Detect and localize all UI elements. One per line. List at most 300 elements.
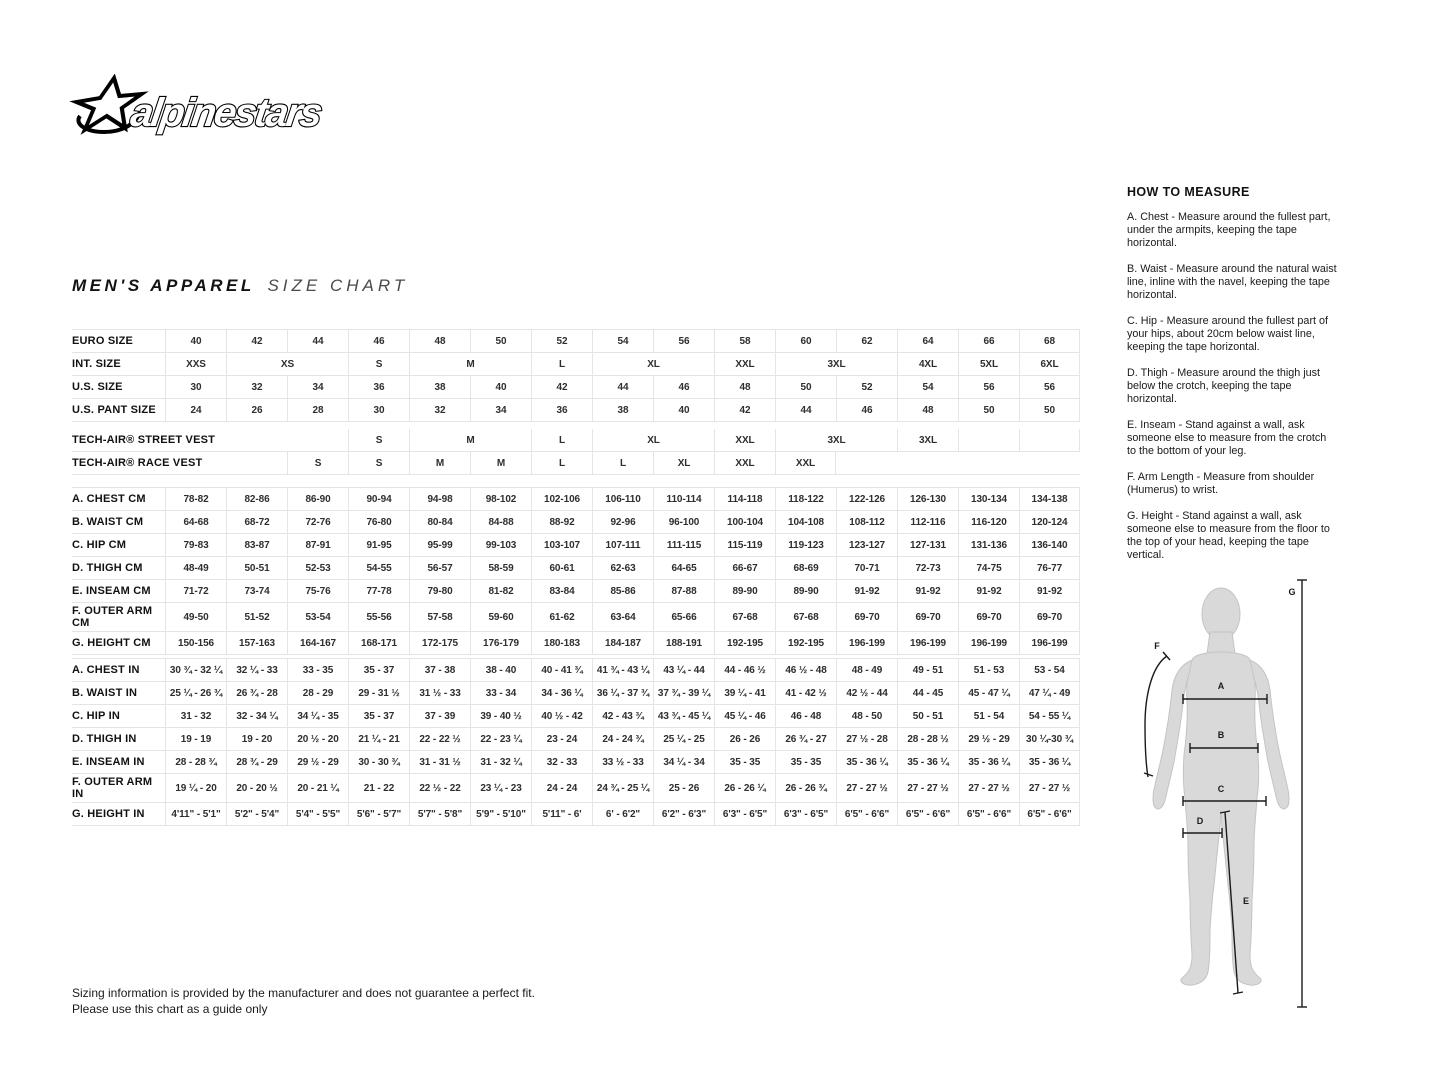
size-cell: 30 — [348, 399, 409, 421]
measurement-cell: 20 - 20 ½ — [226, 774, 287, 802]
size-cell: XXL — [775, 452, 836, 474]
size-cell — [287, 429, 348, 451]
measurement-cell: 25 - 26 — [653, 774, 714, 802]
logo-wordmark: alpinestars — [127, 90, 324, 135]
measurement-cell: 84-88 — [470, 511, 531, 533]
size-cell: 3XL — [775, 429, 897, 451]
measurement-cell: 39 - 40 ½ — [470, 705, 531, 727]
size-cell: XXL — [714, 429, 775, 451]
measurement-cell: 75-76 — [287, 580, 348, 602]
measurement-cell: 61-62 — [531, 603, 592, 631]
measurement-cell: 19 - 20 — [226, 728, 287, 750]
measurement-cell: 28 - 29 — [287, 682, 348, 704]
size-cell — [226, 452, 287, 474]
size-cell: XXL — [714, 353, 775, 375]
measurement-cell: 99-103 — [470, 534, 531, 556]
measurement-cell: 27 - 27 ½ — [1019, 774, 1080, 802]
label-a: A — [1217, 681, 1225, 691]
size-cell: 52 — [836, 376, 897, 398]
size-cell: 46 — [653, 376, 714, 398]
measurement-cell: 91-92 — [958, 580, 1019, 602]
measurement-cell: 114-118 — [714, 488, 775, 510]
measurement-cell: 69-70 — [836, 603, 897, 631]
measurement-cell: 6'5" - 6'6" — [836, 803, 897, 825]
measurement-cell: 5'7" - 5'8" — [409, 803, 470, 825]
measurement-cell: 72-73 — [897, 557, 958, 579]
size-cell: 54 — [897, 376, 958, 398]
measurement-cell: 26 - 26 ¼ — [714, 774, 775, 802]
disclaimer-line-2: Please use this chart as a guide only — [72, 1002, 268, 1016]
table-row — [72, 534, 1080, 557]
measurements-in-table — [72, 658, 1080, 826]
measurement-cell: 157-163 — [226, 632, 287, 654]
measurement-cell: 45 ¼ - 46 — [714, 705, 775, 727]
figure-neck — [1207, 632, 1235, 654]
size-cell: L — [531, 353, 592, 375]
measurement-cell: 31 - 32 — [165, 705, 226, 727]
disclaimer-line-1: Sizing information is provided by the manufacturer and does not guarantee a perfect fit. — [72, 986, 535, 1000]
measurement-cell: 32 ¼ - 33 — [226, 659, 287, 681]
measurement-cell: 103-107 — [531, 534, 592, 556]
measurement-cell: 49-50 — [165, 603, 226, 631]
measurement-cell: 27 - 27 ½ — [958, 774, 1019, 802]
measurement-cell: 26 - 26 ¾ — [775, 774, 836, 802]
row-label: C. HIP CM — [72, 539, 127, 551]
label-c: C — [1217, 784, 1225, 794]
measurement-cell: 5'9" - 5'10" — [470, 803, 531, 825]
measurement-cell: 34 - 36 ¼ — [531, 682, 592, 704]
table-row — [72, 557, 1080, 580]
row-label: EURO SIZE — [72, 335, 134, 347]
size-cell: 28 — [287, 399, 348, 421]
measurement-cell: 26 ¾ - 27 — [775, 728, 836, 750]
measurement-cell: 72-76 — [287, 511, 348, 533]
measurement-cell: 64-65 — [653, 557, 714, 579]
measurement-cell: 83-84 — [531, 580, 592, 602]
measurement-cell: 35 - 36 ¼ — [958, 751, 1019, 773]
row-label: A. CHEST CM — [72, 493, 146, 505]
row-label: D. THIGH IN — [72, 733, 137, 745]
measurement-cell: 31 - 32 ¼ — [470, 751, 531, 773]
measurement-cell: 26 ¾ - 28 — [226, 682, 287, 704]
measurement-cell: 79-83 — [165, 534, 226, 556]
measure-instruction: C. Hip - Measure around the fullest part of your hips, about 20cm below waist line, keeping the tape horizontal. — [1127, 315, 1329, 353]
size-cell: M — [409, 353, 531, 375]
measurement-cell: 31 - 31 ½ — [409, 751, 470, 773]
measurement-cell: 91-92 — [836, 580, 897, 602]
size-cell: 64 — [897, 330, 958, 352]
measurement-cell: 119-123 — [775, 534, 836, 556]
measurement-cell: 42 - 43 ¾ — [592, 705, 653, 727]
size-cell: XL — [653, 452, 714, 474]
row-label: U.S. PANT SIZE — [72, 404, 156, 416]
size-cell: M — [409, 452, 470, 474]
measurement-cell: 19 ¼ - 20 — [165, 774, 226, 802]
size-cell — [165, 452, 226, 474]
measurement-cell: 196-199 — [958, 632, 1019, 654]
table-row — [72, 353, 1080, 376]
size-cell: S — [348, 353, 409, 375]
page-title — [72, 276, 408, 296]
measurement-cell: 28 - 28 ¾ — [165, 751, 226, 773]
measurement-cell: 29 - 31 ½ — [348, 682, 409, 704]
size-cell: 3XL — [775, 353, 897, 375]
measurement-cell: 30 ¼-30 ¾ — [1019, 728, 1080, 750]
measurement-cell: 192-195 — [775, 632, 836, 654]
size-cell: 42 — [531, 376, 592, 398]
measurement-cell: 35 - 35 — [714, 751, 775, 773]
measurement-cell: 134-138 — [1019, 488, 1080, 510]
measurement-cell: 25 ¼ - 26 ¾ — [165, 682, 226, 704]
measurement-cell: 106-110 — [592, 488, 653, 510]
size-cell: XS — [226, 353, 348, 375]
size-cell: 6XL — [1019, 353, 1080, 375]
size-cell: XXL — [714, 452, 775, 474]
measurement-cell: 130-134 — [958, 488, 1019, 510]
measurement-cell: 96-100 — [653, 511, 714, 533]
measurement-cell: 51-52 — [226, 603, 287, 631]
table-row — [72, 488, 1080, 511]
measurement-cell: 31 ½ - 33 — [409, 682, 470, 704]
size-cell: 50 — [775, 376, 836, 398]
measurement-cell: 53 - 54 — [1019, 659, 1080, 681]
size-cell: 40 — [653, 399, 714, 421]
measurement-cell: 41 ¾ - 43 ¼ — [592, 659, 653, 681]
size-cell: M — [470, 452, 531, 474]
measurement-cell: 6'2" - 6'3" — [653, 803, 714, 825]
size-cell: 30 — [165, 376, 226, 398]
measurement-cell: 115-119 — [714, 534, 775, 556]
table-row — [72, 429, 1080, 452]
measurement-cell: 76-77 — [1019, 557, 1080, 579]
measurement-cell: 90-94 — [348, 488, 409, 510]
row-label: TECH-AIR® RACE VEST — [72, 457, 203, 469]
measurement-cell: 118-122 — [775, 488, 836, 510]
measurement-cell: 20 ½ - 20 — [287, 728, 348, 750]
size-cell: XL — [592, 429, 714, 451]
measurement-cell: 81-82 — [470, 580, 531, 602]
size-cell: L — [531, 452, 592, 474]
measurement-cell: 131-136 — [958, 534, 1019, 556]
measurement-cell: 108-112 — [836, 511, 897, 533]
measurement-cell: 196-199 — [897, 632, 958, 654]
size-cell — [1019, 429, 1080, 451]
measurement-cell: 43 ¾ - 45 ¼ — [653, 705, 714, 727]
size-cell: 38 — [409, 376, 470, 398]
measurement-cell: 168-171 — [348, 632, 409, 654]
table-row — [72, 705, 1080, 728]
table-row — [72, 580, 1080, 603]
measurement-cell: 192-195 — [714, 632, 775, 654]
measurement-cell: 78-82 — [165, 488, 226, 510]
measurement-cell: 74-75 — [958, 557, 1019, 579]
size-cell: L — [531, 429, 592, 451]
figure-torso-legs — [1181, 652, 1261, 985]
measurement-cell: 46 ½ - 48 — [775, 659, 836, 681]
measurement-cell: 5'11" - 6' — [531, 803, 592, 825]
how-to-measure-panel — [1127, 185, 1337, 575]
measurement-cell: 4'11" - 5'1" — [165, 803, 226, 825]
size-cell: 44 — [592, 376, 653, 398]
row-label: E. INSEAM IN — [72, 756, 145, 768]
row-label: B. WAIST IN — [72, 687, 138, 699]
tech-air-vest-table — [72, 429, 1080, 475]
measurement-cell: 150-156 — [165, 632, 226, 654]
table-row — [72, 659, 1080, 682]
size-cell: 56 — [958, 376, 1019, 398]
size-cell: S — [348, 452, 409, 474]
measurement-cell: 48-49 — [165, 557, 226, 579]
measurement-cell: 52-53 — [287, 557, 348, 579]
measurement-cell: 50-51 — [226, 557, 287, 579]
measurement-cell: 83-87 — [226, 534, 287, 556]
measurement-cell: 5'2" - 5'4" — [226, 803, 287, 825]
size-cell: 40 — [470, 376, 531, 398]
measurement-cell: 44 - 46 ½ — [714, 659, 775, 681]
size-cell: 56 — [653, 330, 714, 352]
measurement-cell: 21 - 22 — [348, 774, 409, 802]
measurement-cell: 47 ¼ - 49 — [1019, 682, 1080, 704]
measurement-cell: 48 - 49 — [836, 659, 897, 681]
measurement-cell: 69-70 — [958, 603, 1019, 631]
size-cell: S — [287, 452, 348, 474]
measure-instruction: E. Inseam - Stand against a wall, ask someone else to measure from the crotch to the bottom of your leg. — [1127, 419, 1327, 457]
measurement-cell: 180-183 — [531, 632, 592, 654]
measurement-cell: 136-140 — [1019, 534, 1080, 556]
size-cell: 36 — [531, 399, 592, 421]
measurements-cm-table — [72, 487, 1080, 655]
size-cell: 60 — [775, 330, 836, 352]
size-cell — [958, 429, 1019, 451]
measurement-cell: 22 - 23 ¼ — [470, 728, 531, 750]
measurement-cell: 51 - 53 — [958, 659, 1019, 681]
measurement-cell: 87-91 — [287, 534, 348, 556]
measurement-cell: 80-84 — [409, 511, 470, 533]
measurement-cell: 55-56 — [348, 603, 409, 631]
how-to-measure-heading: HOW TO MEASURE — [1127, 185, 1250, 199]
measurement-cell: 69-70 — [897, 603, 958, 631]
size-cell: 50 — [1019, 399, 1080, 421]
measurement-cell: 30 - 30 ¾ — [348, 751, 409, 773]
size-cell: 62 — [836, 330, 897, 352]
size-cell: S — [348, 429, 409, 451]
measurement-cell: 48 - 50 — [836, 705, 897, 727]
measurement-cell: 24 - 24 — [531, 774, 592, 802]
row-label: TECH-AIR® STREET VEST — [72, 434, 216, 446]
measurement-cell: 172-175 — [409, 632, 470, 654]
measure-instruction: G. Height - Stand against a wall, ask someone else to measure from the floor to the top of your head, keeping the tape vertical. — [1127, 510, 1330, 561]
sizes-table — [72, 329, 1080, 422]
row-label: D. THIGH CM — [72, 562, 143, 574]
measurement-cell: 57-58 — [409, 603, 470, 631]
measurement-cell: 188-191 — [653, 632, 714, 654]
measurement-cell: 29 ½ - 29 — [287, 751, 348, 773]
measurement-cell: 76-80 — [348, 511, 409, 533]
measurement-cell: 89-90 — [714, 580, 775, 602]
size-cell: M — [409, 429, 531, 451]
row-label: E. INSEAM CM — [72, 585, 151, 597]
measurement-cell: 77-78 — [348, 580, 409, 602]
label-b: B — [1217, 730, 1225, 740]
measurement-cell: 63-64 — [592, 603, 653, 631]
measurement-cell: 32 - 33 — [531, 751, 592, 773]
table-row — [72, 330, 1080, 353]
measurement-cell: 25 ¼ - 25 — [653, 728, 714, 750]
size-cell: XL — [592, 353, 714, 375]
measurement-cell: 58-59 — [470, 557, 531, 579]
measurement-cell: 98-102 — [470, 488, 531, 510]
measurement-cell: 92-96 — [592, 511, 653, 533]
size-cell: 48 — [714, 376, 775, 398]
measurement-cell: 28 - 28 ½ — [897, 728, 958, 750]
table-row — [72, 452, 1080, 475]
body-diagram — [1130, 570, 1445, 1020]
measurement-cell: 35 - 36 ¼ — [1019, 751, 1080, 773]
measurement-cell: 34 ¼ - 35 — [287, 705, 348, 727]
size-cell: 3XL — [897, 429, 958, 451]
size-cell: L — [592, 452, 653, 474]
measurement-cell: 54-55 — [348, 557, 409, 579]
table-row — [72, 376, 1080, 399]
measurement-cell: 35 - 35 — [775, 751, 836, 773]
measurement-cell: 95-99 — [409, 534, 470, 556]
measurement-cell: 50 - 51 — [897, 705, 958, 727]
measurement-cell: 27 - 27 ½ — [836, 774, 897, 802]
measurement-cell: 28 ¾ - 29 — [226, 751, 287, 773]
page-title-main: MEN'S APPAREL — [72, 276, 255, 295]
size-cell: 24 — [165, 399, 226, 421]
measurement-cell: 33 - 35 — [287, 659, 348, 681]
measurement-cell: 53-54 — [287, 603, 348, 631]
size-cell: 40 — [165, 330, 226, 352]
measurement-cell: 68-69 — [775, 557, 836, 579]
measurement-cell: 64-68 — [165, 511, 226, 533]
measurement-cell: 33 ½ - 33 — [592, 751, 653, 773]
measurement-cell: 51 - 54 — [958, 705, 1019, 727]
measurement-cell: 30 ¾ - 32 ¼ — [165, 659, 226, 681]
measurement-cell: 164-167 — [287, 632, 348, 654]
size-cell: 56 — [1019, 376, 1080, 398]
measurement-cell: 6'5" - 6'6" — [1019, 803, 1080, 825]
measurement-cell: 126-130 — [897, 488, 958, 510]
row-label: F. OUTER ARM CM — [72, 605, 153, 629]
measurement-cell: 35 - 37 — [348, 705, 409, 727]
measurement-cell: 85-86 — [592, 580, 653, 602]
label-g: G — [1288, 587, 1296, 597]
measurement-cell: 62-63 — [592, 557, 653, 579]
measurement-cell: 67-68 — [714, 603, 775, 631]
measurement-cell: 37 - 39 — [409, 705, 470, 727]
measurement-cell: 120-124 — [1019, 511, 1080, 533]
measurement-cell: 26 - 26 — [714, 728, 775, 750]
measure-instruction: B. Waist - Measure around the natural waist line, inline with the navel, keeping the tape horizontal. — [1127, 263, 1337, 301]
size-cell: 66 — [958, 330, 1019, 352]
size-cell: 32 — [226, 376, 287, 398]
measurement-cell: 24 - 24 ¾ — [592, 728, 653, 750]
measurement-cell: 127-131 — [897, 534, 958, 556]
measurement-cell: 6'3" - 6'5" — [714, 803, 775, 825]
measure-instruction: D. Thigh - Measure around the thigh just below the crotch, keeping the tape horizontal. — [1127, 367, 1321, 405]
measurement-cell: 5'4" - 5'5" — [287, 803, 348, 825]
size-cell — [958, 452, 1019, 474]
measurement-cell: 35 - 36 ¼ — [897, 751, 958, 773]
size-cell: 26 — [226, 399, 287, 421]
table-row — [72, 399, 1080, 422]
size-cell: 34 — [287, 376, 348, 398]
row-label: F. OUTER ARM IN — [72, 776, 153, 800]
row-label: A. CHEST IN — [72, 664, 140, 676]
measurement-cell: 123-127 — [836, 534, 897, 556]
measurement-cell: 6' - 6'2" — [592, 803, 653, 825]
measurement-cell: 41 - 42 ½ — [775, 682, 836, 704]
measurement-cell: 196-199 — [836, 632, 897, 654]
size-cell: 38 — [592, 399, 653, 421]
measurement-cell: 70-71 — [836, 557, 897, 579]
size-cell — [165, 429, 226, 451]
measurement-cell: 196-199 — [1019, 632, 1080, 654]
measurement-cell: 22 ½ - 22 — [409, 774, 470, 802]
measurement-cell: 66-67 — [714, 557, 775, 579]
size-cell: 48 — [897, 399, 958, 421]
size-cell: 42 — [714, 399, 775, 421]
measurement-cell: 46 - 48 — [775, 705, 836, 727]
measurement-cell: 68-72 — [226, 511, 287, 533]
measurement-cell: 56-57 — [409, 557, 470, 579]
measurement-cell: 94-98 — [409, 488, 470, 510]
row-label: U.S. SIZE — [72, 381, 123, 393]
size-cell: 4XL — [897, 353, 958, 375]
size-cell: 48 — [409, 330, 470, 352]
table-row — [72, 682, 1080, 705]
size-cell: 36 — [348, 376, 409, 398]
measurement-cell: 116-120 — [958, 511, 1019, 533]
measurement-cell: 69-70 — [1019, 603, 1080, 631]
label-d: D — [1196, 816, 1204, 826]
measurement-cell: 112-116 — [897, 511, 958, 533]
measurement-cell: 37 - 38 — [409, 659, 470, 681]
measurement-cell: 91-92 — [1019, 580, 1080, 602]
measurement-cell: 40 ½ - 42 — [531, 705, 592, 727]
measurement-cell: 6'3" - 6'5" — [775, 803, 836, 825]
measurement-cell: 35 - 37 — [348, 659, 409, 681]
table-row — [72, 803, 1080, 826]
measurement-cell: 122-126 — [836, 488, 897, 510]
size-cell: 44 — [775, 399, 836, 421]
measurement-cell: 100-104 — [714, 511, 775, 533]
label-f: F — [1154, 641, 1160, 651]
measurement-cell: 88-92 — [531, 511, 592, 533]
size-cell: 50 — [470, 330, 531, 352]
measurement-cell: 21 ¼ - 21 — [348, 728, 409, 750]
measurement-cell: 33 - 34 — [470, 682, 531, 704]
measurement-cell: 104-108 — [775, 511, 836, 533]
measurement-cell: 42 ½ - 44 — [836, 682, 897, 704]
size-cell: 42 — [226, 330, 287, 352]
measurement-cell: 59-60 — [470, 603, 531, 631]
row-label: INT. SIZE — [72, 358, 121, 370]
size-cell — [836, 452, 897, 474]
measurement-cell: 184-187 — [592, 632, 653, 654]
size-cell: 44 — [287, 330, 348, 352]
row-label: B. WAIST CM — [72, 516, 144, 528]
row-label: C. HIP IN — [72, 710, 121, 722]
disclaimer — [72, 985, 535, 1017]
size-cell: 34 — [470, 399, 531, 421]
measurement-cell: 111-115 — [653, 534, 714, 556]
size-cell: 46 — [836, 399, 897, 421]
table-row — [72, 603, 1080, 632]
size-cell: XXS — [165, 353, 226, 375]
